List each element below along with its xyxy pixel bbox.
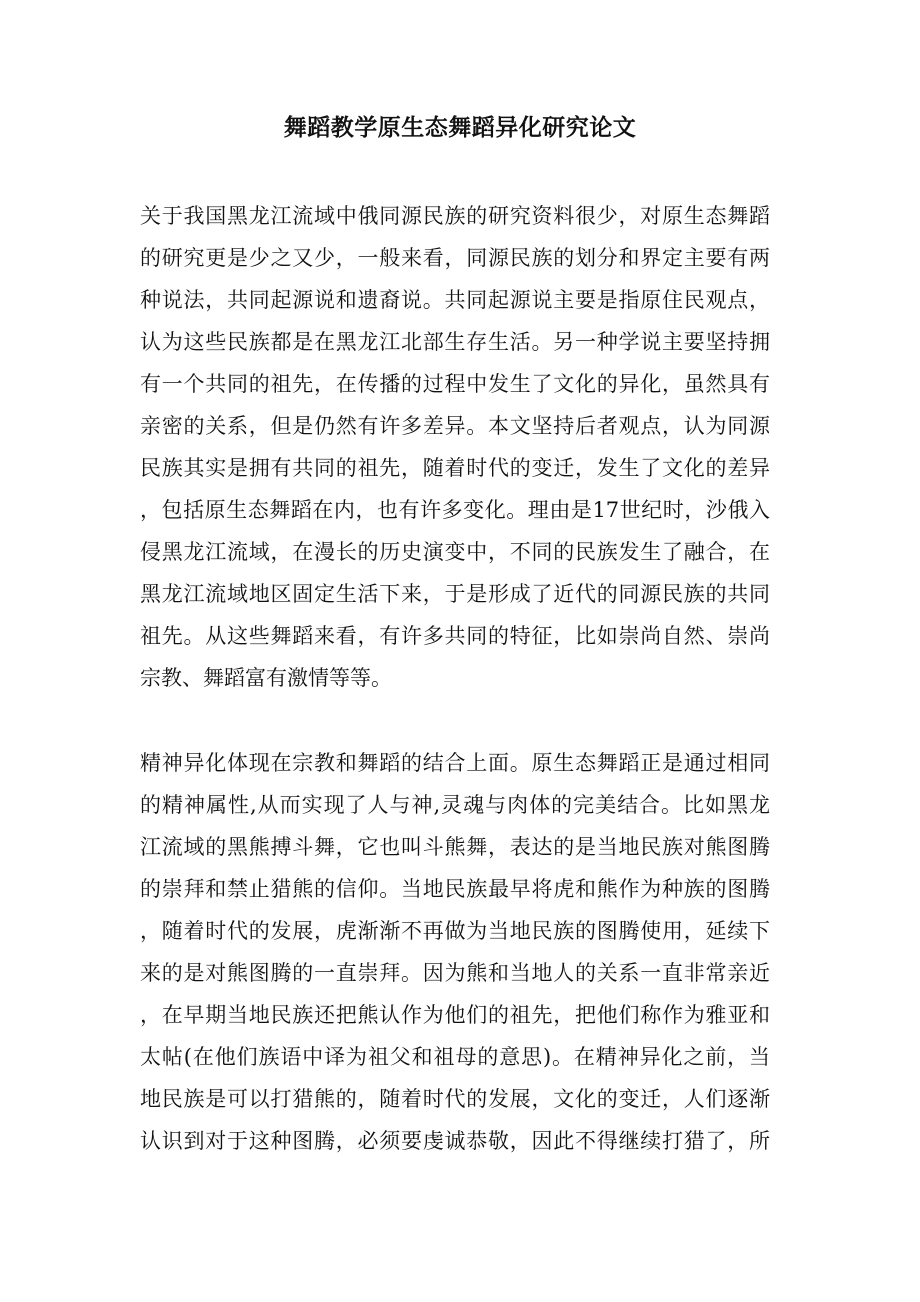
text-line: 江流域的黑熊搏斗舞，它也叫斗熊舞，表达的是当地民族对熊图腾 [140,835,770,859]
text-line: 亲密的关系，但是仍然有许多差异。本文坚持后者观点，认为同源 [140,414,770,438]
text-line: 黑龙江流域地区固定生活下来，于是形成了近代的同源民族的共同 [140,582,770,606]
text-line: 认为这些民族都是在黑龙江北部生存生活。另一种学说主要坚持拥 [140,330,770,354]
text-line: ，随着时代的发展，虎渐渐不再做为当地民族的图腾使用，延续下 [140,919,770,943]
text-line: 来的是对熊图腾的一直崇拜。因为熊和当地人的关系一直非常亲近 [140,961,770,985]
text-line: 祖先。从这些舞蹈来看，有许多共同的特征，比如崇尚自然、崇尚 [140,624,770,648]
text-line: 侵黑龙江流域，在漫长的历史演变中，不同的民族发生了融合，在 [140,540,770,564]
text-line: ，在早期当地民族还把熊认作为他们的祖先，把他们称作为雅亚和 [140,1003,770,1027]
text-line: 的研究更是少之又少，一般来看，同源民族的划分和界定主要有两 [140,246,770,270]
text-line: 地民族是可以打猎熊的，随着时代的发展，文化的变迁，人们逐渐 [140,1087,770,1111]
text-line: 认识到对于这种图腾，必须要虔诚恭敬，因此不得继续打猎了，所 [140,1129,770,1153]
text-line: 有一个共同的祖先，在传播的过程中发生了文化的异化，虽然具有 [140,372,770,396]
text-line: 关于我国黑龙江流域中俄同源民族的研究资料很少，对原生态舞蹈 [140,204,770,228]
text-line: 太帖(在他们族语中译为祖父和祖母的意思)。在精神异化之前，当 [140,1045,770,1069]
text-line: 种说法，共同起源说和遗裔说。共同起源说主要是指原住民观点， [140,288,770,312]
document-title: 舞蹈教学原生态舞蹈异化研究论文 [283,114,637,141]
text-line: 民族其实是拥有共同的祖先，随着时代的变迁，发生了文化的差异 [140,456,770,480]
text-line: ，包括原生态舞蹈在内，也有许多变化。理由是17世纪时，沙俄入 [140,498,770,522]
text-line: 宗教、舞蹈富有激情等等。 [140,666,392,690]
text-line: 精神异化体现在宗教和舞蹈的结合上面。原生态舞蹈正是通过相同 [140,751,770,775]
text-line: 的崇拜和禁止猎熊的信仰。当地民族最早将虎和熊作为种族的图腾 [140,877,770,901]
text-line: 的精神属性,从而实现了人与神,灵魂与肉体的完美结合。比如黑龙 [140,793,770,817]
